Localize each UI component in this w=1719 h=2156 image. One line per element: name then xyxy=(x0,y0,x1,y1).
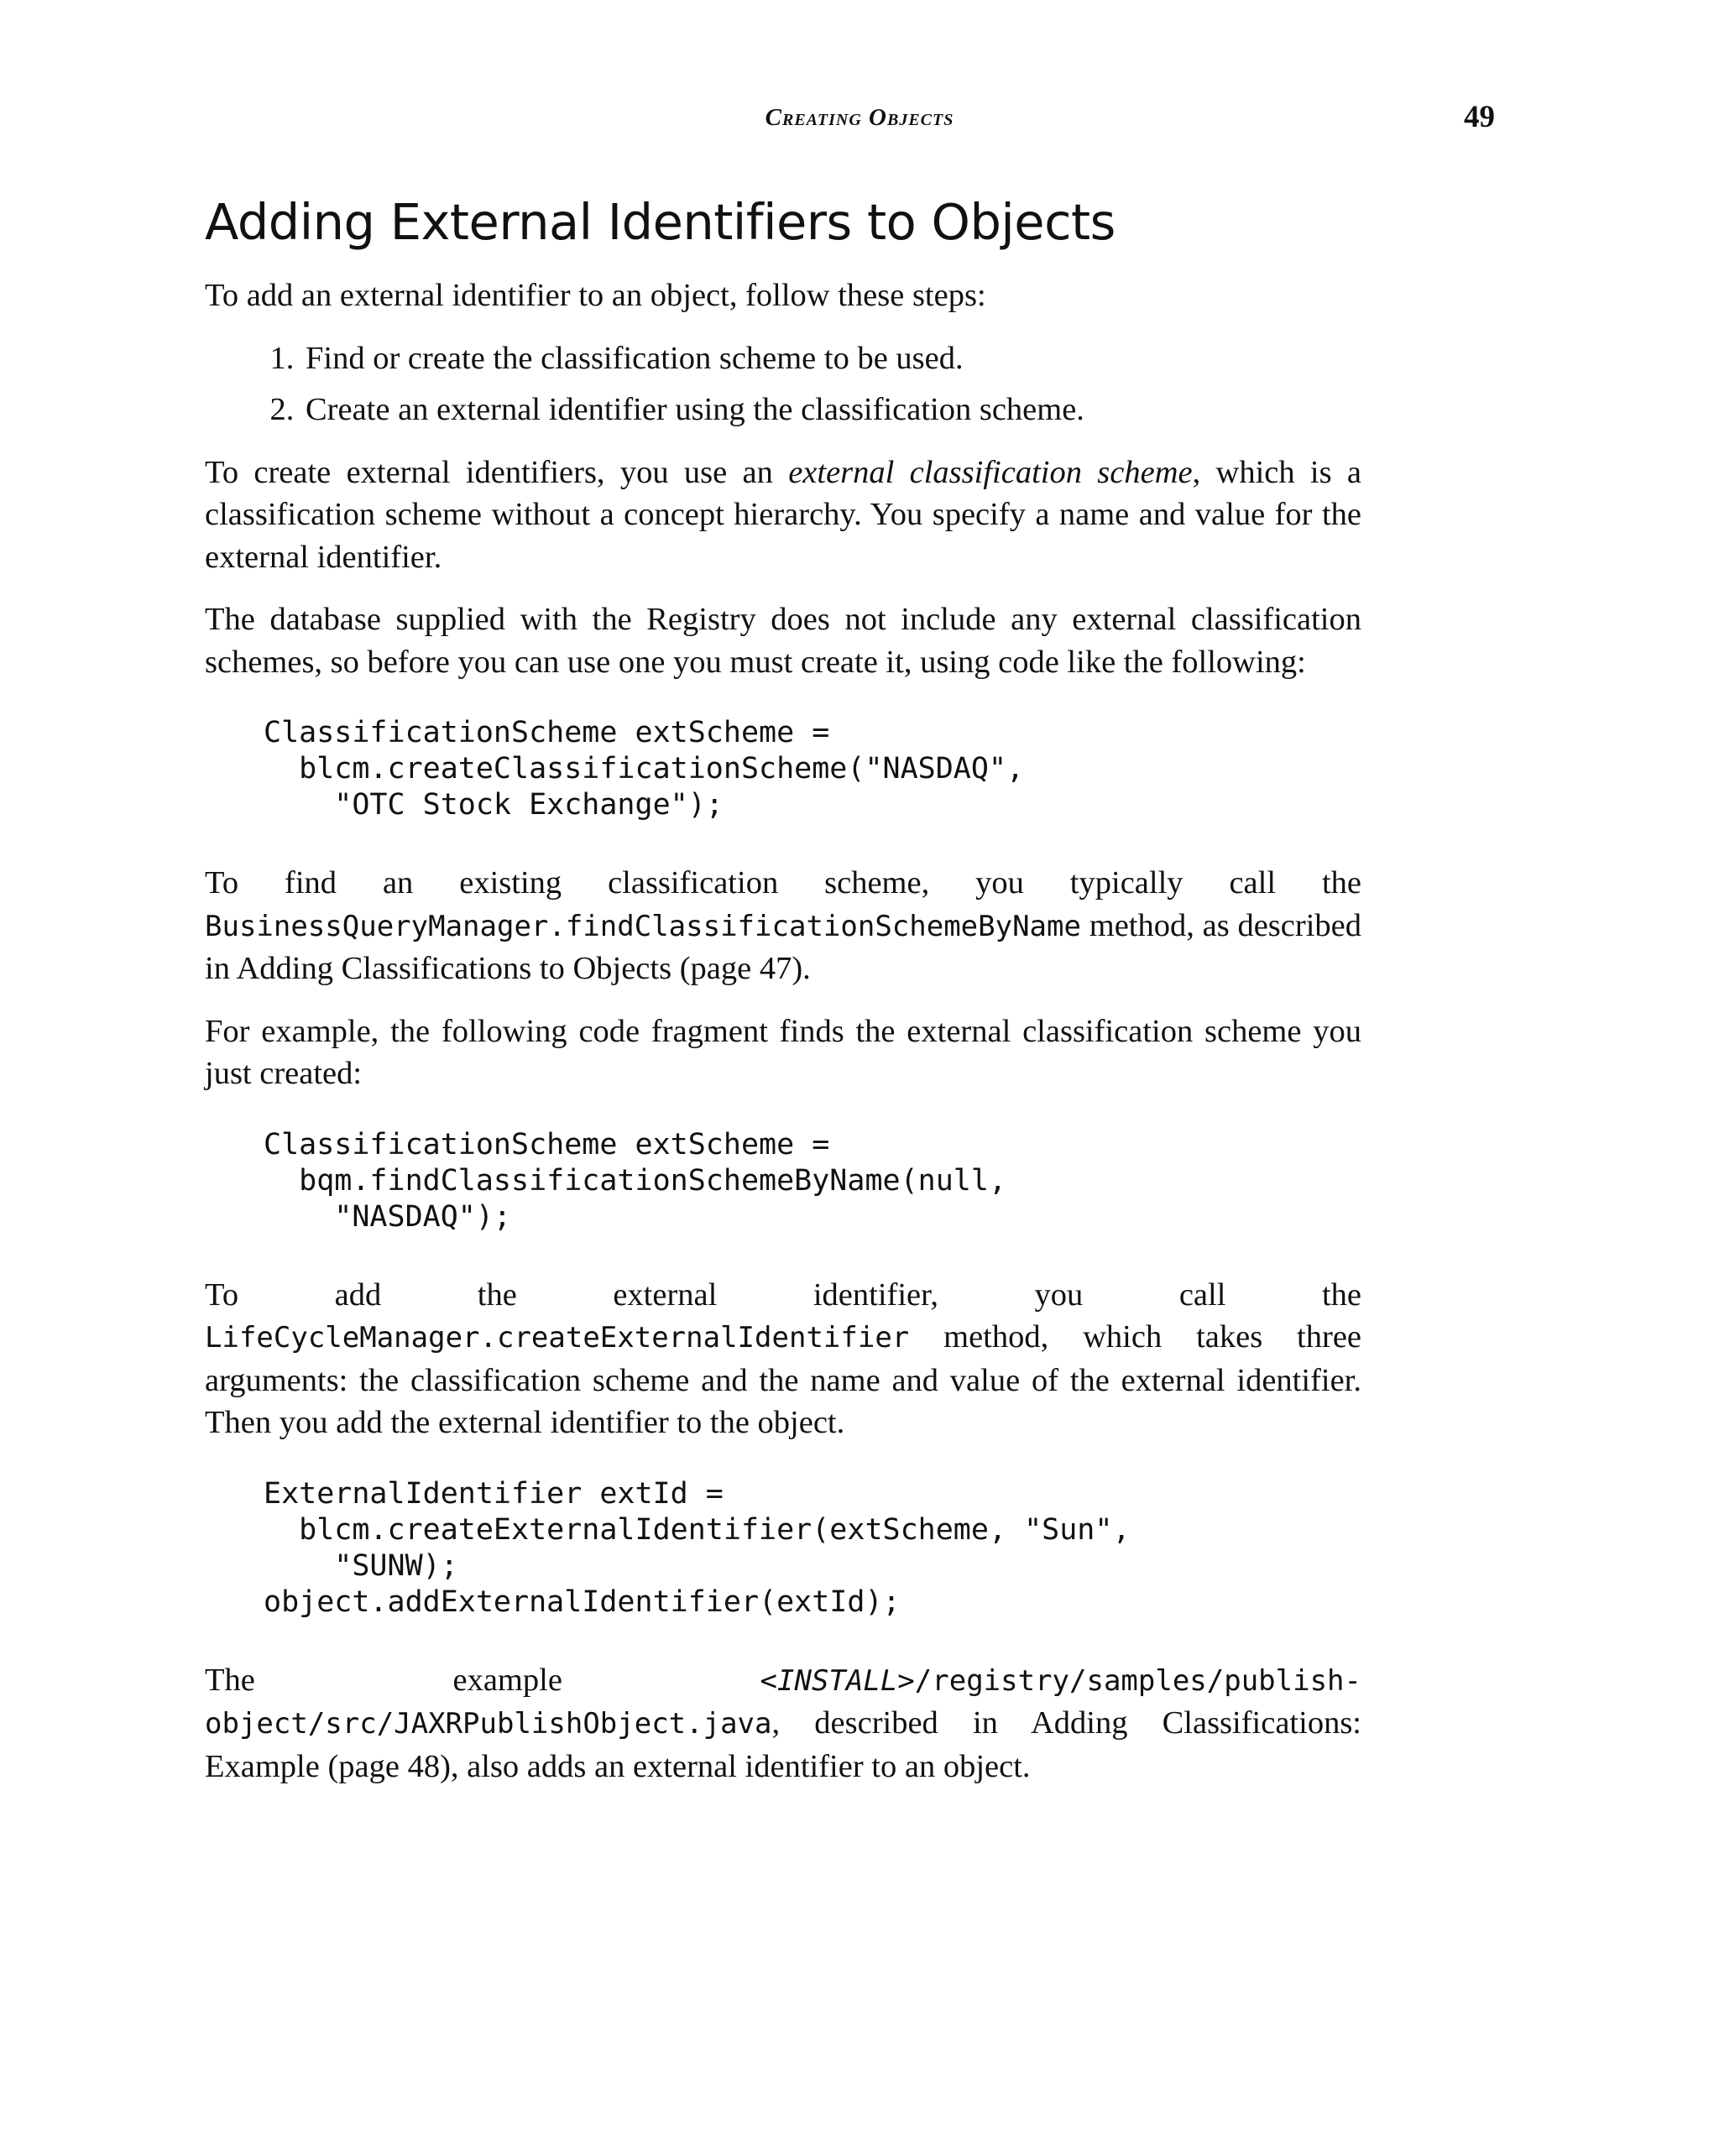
text-run: To add the external identifier, you call the xyxy=(205,1276,1361,1313)
text-run: To create external identifiers, you use an xyxy=(205,454,789,490)
paragraph-external-scheme xyxy=(205,452,1361,579)
text-run: method, as described in Adding Classifications to Objects (page 47). xyxy=(205,907,1361,986)
running-head xyxy=(0,99,1719,141)
code-block-find-scheme xyxy=(264,1127,1361,1235)
page-number: 49 xyxy=(1464,100,1495,134)
text-run: The example xyxy=(205,1662,760,1698)
code-line: object.addExternalIdentifier(extId); xyxy=(264,1584,901,1619)
step-item: 2. Create an external identifier using the classification scheme. xyxy=(302,389,1361,431)
intro-paragraph: To add an external identifier to an object, follow these steps: xyxy=(205,278,986,313)
code-line: ExternalIdentifier extId = xyxy=(264,1476,724,1511)
inline-code: BusinessQueryManager.findClassificationSchemeByName xyxy=(205,909,1081,943)
running-title: Creating Objects xyxy=(765,104,954,131)
paragraph-database-note: The database supplied with the Registry does not include any external classification schemes, so before you can use one you must create it, using code like the following: xyxy=(205,602,1361,680)
code-line: blcm.createExternalIdentifier(extScheme, "Sun", xyxy=(264,1512,1131,1547)
section-title: Adding External Identifiers to Objects xyxy=(205,193,1116,251)
step-item: 1. Find or create the classification scheme to be used. xyxy=(302,337,1361,380)
text-run: , described in Adding Classifications: Example (page 48), also adds an external identifier to an object. xyxy=(205,1705,1361,1784)
paragraph-find-scheme xyxy=(205,862,1361,990)
code-line: "NASDAQ"); xyxy=(264,1199,512,1234)
code-line: ClassificationScheme extScheme = xyxy=(264,716,830,749)
inline-code-placeholder: <INSTALL> xyxy=(760,1663,915,1698)
text-run: method, which takes three arguments: the classification scheme and the name and value of the external identifier. Then you add the external identifier to the object. xyxy=(205,1319,1361,1440)
code-line: blcm.createClassificationScheme("NASDAQ", xyxy=(264,752,1025,786)
code-block-create-identifier xyxy=(264,1476,1361,1621)
code-line: ClassificationScheme extScheme = xyxy=(264,1127,830,1162)
emphasis-term: external classification scheme xyxy=(788,454,1193,490)
code-block-create-scheme xyxy=(264,715,1361,823)
code-line: "SUNW); xyxy=(264,1548,458,1583)
text-run: , which is a classification scheme without a concept hierarchy. You specify a name and value for the external identifier. xyxy=(205,454,1361,575)
inline-code: /registry/samples/publish-object/src/JAXRPublishObject.java xyxy=(205,1663,1361,1741)
paragraph-example-reference xyxy=(205,1659,1361,1788)
code-line: "OTC Stock Exchange"); xyxy=(264,788,724,822)
paragraph-example-find: For example, the following code fragment finds the external classification scheme you just created: xyxy=(205,1013,1361,1091)
main-content xyxy=(205,189,1361,1808)
steps-list xyxy=(205,337,1361,431)
inline-code: LifeCycleManager.createExternalIdentifier xyxy=(205,1321,910,1355)
code-line: bqm.findClassificationSchemeByName(null, xyxy=(264,1163,1007,1198)
text-run: To find an existing classification scheme, you typically call the xyxy=(205,865,1361,901)
paragraph-add-identifier xyxy=(205,1274,1361,1444)
